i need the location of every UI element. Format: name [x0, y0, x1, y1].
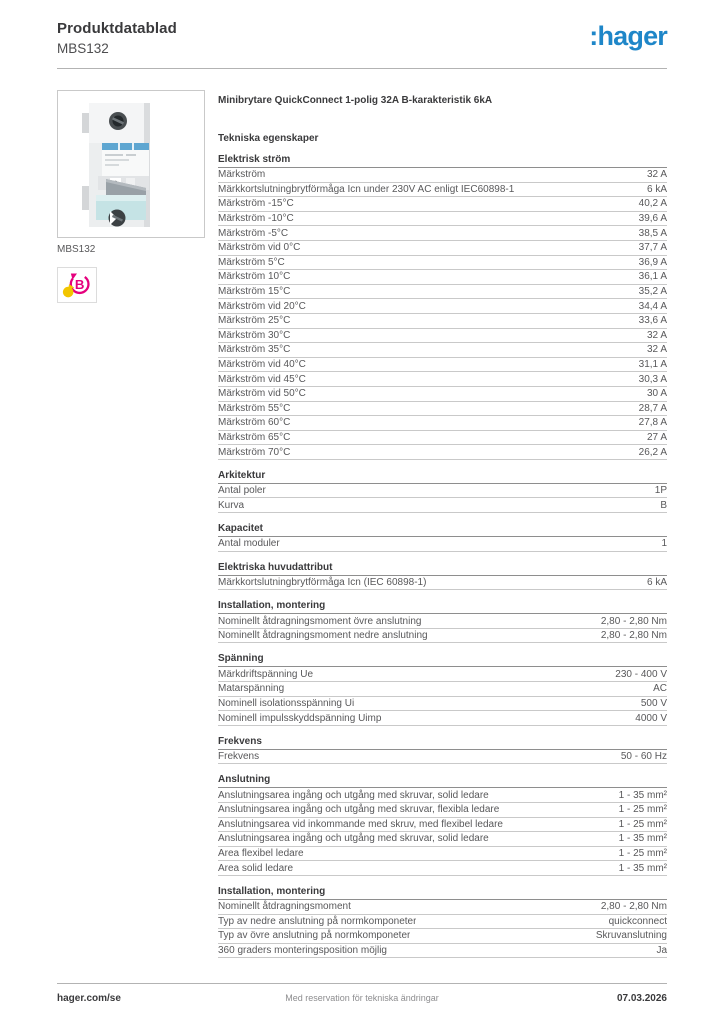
spec-value: 32 A — [646, 329, 667, 341]
spec-value: 38,5 A — [638, 227, 667, 239]
spec-section — [218, 600, 667, 643]
spec-value: 2,80 - 2,80 Nm — [600, 630, 667, 642]
spec-label: Kurva — [218, 499, 245, 511]
spec-sections — [218, 154, 667, 958]
spec-row — [218, 197, 667, 212]
spec-label: Matarspänning — [218, 683, 285, 695]
spec-row — [218, 929, 667, 944]
spec-row — [218, 915, 667, 930]
spec-value: 1 - 35 mm² — [618, 789, 667, 801]
spec-label: Area solid ledare — [218, 862, 294, 874]
footer-date: 07.03.2026 — [616, 993, 667, 1004]
spec-label: Märkdriftspänning Ue — [218, 668, 314, 680]
spec-row — [218, 285, 667, 300]
spec-label: Nominellt åtdragningsmoment nedre anslutning — [218, 630, 428, 642]
spec-row — [218, 226, 667, 241]
spec-label: Märkström 30°C — [218, 329, 291, 341]
spec-label: Anslutningsarea ingång och utgång med skruvar, solid ledare — [218, 789, 489, 801]
spec-label: Anslutningsarea vid inkommande med skruv, med flexibel ledare — [218, 818, 503, 830]
spec-value: 30 A — [646, 388, 667, 400]
spec-section-title: Arkitektur — [218, 470, 667, 484]
spec-section — [218, 886, 667, 958]
spec-row — [218, 387, 667, 402]
document-title: Produktdatablad — [57, 20, 177, 37]
product-image-caption: MBS132 — [57, 244, 96, 255]
spec-section — [218, 736, 667, 765]
spec-label: Märkström 15°C — [218, 286, 291, 298]
header-divider — [57, 68, 667, 69]
spec-label: Märkkortslutningbrytförmåga Icn under 230V AC enligt IEC60898-1 — [218, 183, 515, 195]
spec-value: 36,9 A — [638, 256, 667, 268]
spec-value: 1 - 25 mm² — [618, 818, 667, 830]
spec-label: Märkström -5°C — [218, 227, 289, 239]
spec-row — [218, 537, 667, 552]
spec-value: 6 kA — [646, 183, 667, 195]
spec-value: 35,2 A — [638, 286, 667, 298]
footer-disclaimer: Med reservation för tekniska ändringar — [285, 993, 439, 1003]
spec-value: 27,8 A — [638, 417, 667, 429]
spec-value: 40,2 A — [638, 198, 667, 210]
spec-section-title: Elektrisk ström — [218, 154, 667, 168]
spec-row — [218, 576, 667, 591]
circuit-breaker-illustration — [58, 91, 204, 237]
spec-value: 2,80 - 2,80 Nm — [600, 901, 667, 913]
spec-label: Märkström -10°C — [218, 213, 294, 225]
spec-label: Nominell impulsskyddspänning Uimp — [218, 712, 382, 724]
spec-value: 28,7 A — [638, 402, 667, 414]
spec-section-title: Frekvens — [218, 736, 667, 750]
spec-value: 36,1 A — [638, 271, 667, 283]
spec-section-title: Installation, montering — [218, 886, 667, 900]
spec-section-title: Elektriska huvudattribut — [218, 562, 667, 576]
spec-row — [218, 832, 667, 847]
spec-value: AC — [653, 683, 667, 695]
spec-row — [218, 329, 667, 344]
spec-label: Nominellt åtdragningsmoment — [218, 901, 351, 913]
spec-value: 2,80 - 2,80 Nm — [600, 615, 667, 627]
spec-row — [218, 372, 667, 387]
spec-value: quickconnect — [608, 915, 667, 927]
spec-label: Märkström 60°C — [218, 417, 291, 429]
spec-row — [218, 944, 667, 959]
spec-row — [218, 861, 667, 876]
spec-row — [218, 343, 667, 358]
spec-value: 1P — [654, 485, 667, 497]
spec-label: Antal poler — [218, 485, 266, 497]
spec-row — [218, 270, 667, 285]
footer-website-link[interactable]: hager.com/se — [57, 993, 121, 1004]
page-footer — [57, 983, 667, 1004]
spec-row — [218, 711, 667, 726]
spec-label: Märkström 5°C — [218, 256, 285, 268]
spec-section-title: Spänning — [218, 653, 667, 667]
spec-row — [218, 750, 667, 765]
spec-row — [218, 445, 667, 460]
spec-label: Anslutningsarea ingång och utgång med skruvar, solid ledare — [218, 833, 489, 845]
spec-row — [218, 667, 667, 682]
spec-row — [218, 299, 667, 314]
spec-value: 31,1 A — [638, 359, 667, 371]
spec-value: Ja — [656, 945, 667, 957]
spec-label: Märkström 70°C — [218, 446, 291, 458]
spec-label: Märkström -15°C — [218, 198, 294, 210]
spec-row — [218, 847, 667, 862]
spec-row — [218, 818, 667, 833]
spec-value: 500 V — [640, 697, 667, 709]
spec-row — [218, 314, 667, 329]
spec-value: 32 A — [646, 169, 667, 181]
spec-label: Märkkortslutningbrytförmåga Icn (IEC 60898-1) — [218, 576, 427, 588]
spec-row — [218, 416, 667, 431]
spec-section — [218, 653, 667, 725]
spec-row — [218, 256, 667, 271]
spec-label: Area flexibel ledare — [218, 848, 304, 860]
spec-label: Märkström vid 50°C — [218, 388, 306, 400]
spec-row — [218, 788, 667, 803]
spec-section-title: Installation, montering — [218, 600, 667, 614]
product-title: Minibrytare QuickConnect 1-polig 32A B-karakteristik 6kA — [218, 95, 493, 106]
spec-value: 26,2 A — [638, 446, 667, 458]
svg-text:B: B — [74, 276, 85, 292]
spec-row — [218, 168, 667, 183]
spec-section — [218, 562, 667, 591]
product-image — [57, 90, 205, 238]
content-area — [57, 90, 667, 958]
spec-label: Märkström — [218, 169, 266, 181]
spec-section — [218, 523, 667, 552]
spec-value: 39,6 A — [638, 213, 667, 225]
spec-label: Märkström vid 20°C — [218, 300, 306, 312]
spec-label: Anslutningsarea ingång och utgång med skruvar, flexibla ledare — [218, 804, 500, 816]
spec-section — [218, 470, 667, 513]
b-characteristic-icon — [57, 267, 97, 303]
spec-label: 360 graders monteringsposition möjlig — [218, 945, 387, 957]
spec-label: Typ av nedre anslutning på normkomponeter — [218, 915, 417, 927]
spec-row — [218, 900, 667, 915]
spec-label: Märkström 25°C — [218, 315, 291, 327]
spec-row — [218, 212, 667, 227]
technical-properties-title: Tekniska egenskaper — [218, 133, 319, 144]
spec-value: 30,3 A — [638, 373, 667, 385]
spec-label: Märkström vid 45°C — [218, 373, 306, 385]
spec-label: Nominell isolationsspänning Ui — [218, 697, 355, 709]
spec-label: Märkström vid 40°C — [218, 359, 306, 371]
spec-row — [218, 498, 667, 513]
specs-column — [218, 90, 667, 958]
spec-row — [218, 697, 667, 712]
spec-value: 1 - 25 mm² — [618, 848, 667, 860]
spec-value: 1 — [661, 538, 667, 550]
spec-row — [218, 358, 667, 373]
spec-value: 33,6 A — [638, 315, 667, 327]
spec-label: Märkström vid 0°C — [218, 242, 301, 254]
spec-label: Antal moduler — [218, 538, 280, 550]
footer-row — [57, 993, 667, 1004]
spec-row — [218, 402, 667, 417]
spec-label: Typ av övre anslutning på normkomponeter — [218, 930, 411, 942]
spec-value: 1 - 25 mm² — [618, 804, 667, 816]
spec-label: Frekvens — [218, 751, 260, 763]
spec-value: 4000 V — [635, 712, 667, 724]
spec-value: 6 kA — [646, 576, 667, 588]
b-curve-badge-icon — [60, 270, 94, 300]
spec-value: 50 - 60 Hz — [620, 751, 667, 763]
spec-row — [218, 629, 667, 644]
spec-section-title: Kapacitet — [218, 523, 667, 537]
spec-row — [218, 614, 667, 629]
spec-label: Märkström 65°C — [218, 431, 291, 443]
spec-row — [218, 183, 667, 198]
spec-label: Märkström 55°C — [218, 402, 291, 414]
spec-section — [218, 774, 667, 876]
spec-row — [218, 484, 667, 499]
spec-label: Märkström 10°C — [218, 271, 291, 283]
document-subtitle: MBS132 — [57, 41, 109, 56]
spec-value: 32 A — [646, 344, 667, 356]
page-header — [57, 20, 667, 66]
spec-row — [218, 241, 667, 256]
spec-row — [218, 431, 667, 446]
spec-value: 34,4 A — [638, 300, 667, 312]
hager-logo: :hager — [589, 21, 667, 51]
spec-value: 1 - 35 mm² — [618, 833, 667, 845]
spec-section — [218, 154, 667, 460]
product-column — [57, 90, 205, 303]
spec-label: Nominellt åtdragningsmoment övre anslutning — [218, 615, 422, 627]
spec-value: 27 A — [646, 431, 667, 443]
spec-value: Skruvanslutning — [595, 930, 667, 942]
spec-section-title: Anslutning — [218, 774, 667, 788]
spec-value: 37,7 A — [638, 242, 667, 254]
spec-value: B — [660, 499, 667, 511]
spec-value: 230 - 400 V — [615, 668, 667, 680]
spec-value: 1 - 35 mm² — [618, 862, 667, 874]
spec-row — [218, 682, 667, 697]
spec-label: Märkström 35°C — [218, 344, 291, 356]
spec-row — [218, 803, 667, 818]
